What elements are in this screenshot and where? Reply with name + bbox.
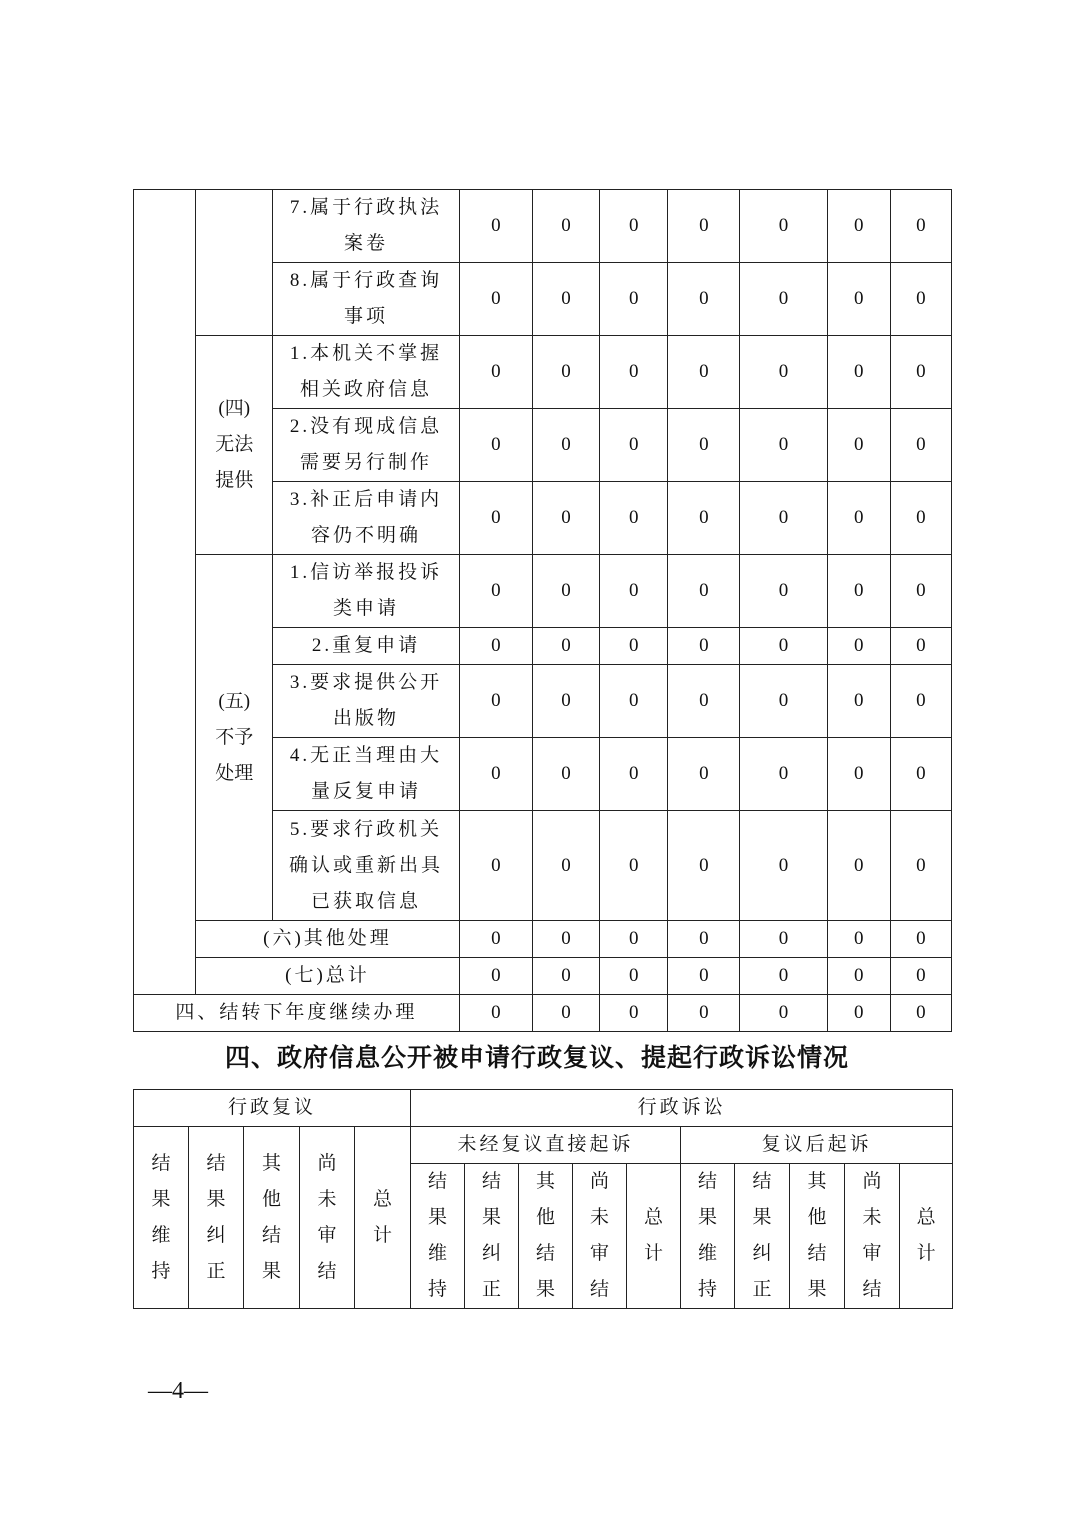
cell: 0	[827, 190, 890, 263]
cell: 0	[532, 921, 599, 958]
cell: 0	[827, 738, 890, 811]
cell: 0	[532, 628, 599, 665]
group-blank-cell	[196, 190, 273, 336]
row-label: 3.补正后申请内 容仍不明确	[273, 482, 459, 555]
section-title: 四、政府信息公开被申请行政复议、提起行政诉讼情况	[224, 1043, 849, 1072]
col-other-result: 其 他 结 果	[519, 1164, 573, 1309]
cell: 0	[827, 628, 890, 665]
row-label: 四、结转下年度继续办理	[134, 995, 460, 1032]
cell: 0	[740, 555, 827, 628]
row-label: 2.没有现成信息 需要另行制作	[273, 409, 459, 482]
cell: 0	[532, 811, 599, 921]
cell: 0	[668, 482, 740, 555]
cell: 0	[668, 921, 740, 958]
cell: 0	[600, 628, 668, 665]
col-other-result: 其 他 结 果	[244, 1127, 300, 1309]
cell: 0	[600, 190, 668, 263]
cell: 0	[600, 665, 668, 738]
col-pending: 尚 未 审 结	[300, 1127, 355, 1309]
row-label: 3.要求提供公开 出版物	[273, 665, 459, 738]
cell: 0	[740, 628, 827, 665]
cell: 0	[532, 190, 599, 263]
cell: 0	[740, 921, 827, 958]
col-result-corrected: 结 果 纠 正	[735, 1164, 790, 1309]
group-cannot-provide: (四) 无法 提供	[196, 336, 273, 555]
cell: 0	[532, 336, 599, 409]
cell: 0	[600, 811, 668, 921]
row-label: (六)其他处理	[196, 921, 460, 958]
header-admin-review: 行政复议	[134, 1090, 411, 1127]
cell: 0	[668, 190, 740, 263]
cell: 0	[532, 665, 599, 738]
cell: 0	[459, 336, 532, 409]
cell: 0	[459, 665, 532, 738]
cell: 0	[740, 738, 827, 811]
cell: 0	[740, 958, 827, 995]
cell: 0	[459, 190, 532, 263]
cell: 0	[668, 811, 740, 921]
cell: 0	[532, 263, 599, 336]
cell: 0	[740, 995, 827, 1032]
col-result-upheld: 结 果 维 持	[411, 1164, 465, 1309]
cell: 0	[890, 263, 951, 336]
cell: 0	[740, 263, 827, 336]
row-label: (七)总计	[196, 958, 460, 995]
cell: 0	[532, 555, 599, 628]
col-pending: 尚 未 审 结	[845, 1164, 900, 1309]
row-label: 5.要求行政机关 确认或重新出具 已获取信息	[273, 811, 459, 921]
header-suit-after-review: 复议后起诉	[681, 1127, 953, 1164]
cell: 0	[890, 336, 951, 409]
cell: 0	[459, 482, 532, 555]
cell: 0	[459, 738, 532, 811]
cell: 0	[600, 738, 668, 811]
review-litigation-table	[133, 1089, 953, 1309]
cell: 0	[740, 665, 827, 738]
row-label: 4.无正当理由大 量反复申请	[273, 738, 459, 811]
cell: 0	[890, 628, 951, 665]
cell: 0	[890, 665, 951, 738]
row-label: 7.属于行政执法 案卷	[273, 190, 459, 263]
cell: 0	[890, 995, 951, 1032]
cell: 0	[740, 409, 827, 482]
cell: 0	[827, 336, 890, 409]
cell: 0	[890, 738, 951, 811]
cell: 0	[668, 628, 740, 665]
cell: 0	[890, 921, 951, 958]
cell: 0	[459, 958, 532, 995]
col-total: 总 计	[627, 1164, 681, 1309]
cell: 0	[740, 336, 827, 409]
cell: 0	[459, 995, 532, 1032]
col-other-result: 其 他 结 果	[790, 1164, 845, 1309]
col-total: 总 计	[900, 1164, 953, 1309]
cell: 0	[827, 921, 890, 958]
cell: 0	[668, 336, 740, 409]
cell: 0	[890, 958, 951, 995]
row-label: 1.本机关不掌握 相关政府信息	[273, 336, 459, 409]
cell: 0	[532, 482, 599, 555]
cell: 0	[740, 482, 827, 555]
cell: 0	[600, 482, 668, 555]
cell: 0	[827, 263, 890, 336]
cell: 0	[890, 190, 951, 263]
cell: 0	[740, 190, 827, 263]
col-result-corrected: 结 果 纠 正	[189, 1127, 244, 1309]
group-not-processed: (五) 不予 处理	[196, 555, 273, 921]
col-result-upheld: 结 果 维 持	[134, 1127, 189, 1309]
cell: 0	[459, 811, 532, 921]
col-pending: 尚 未 审 结	[573, 1164, 627, 1309]
cell: 0	[532, 995, 599, 1032]
cell: 0	[600, 995, 668, 1032]
cell: 0	[827, 811, 890, 921]
cell: 0	[668, 958, 740, 995]
cell: 0	[668, 738, 740, 811]
cell: 0	[827, 409, 890, 482]
cell: 0	[600, 336, 668, 409]
col-total: 总 计	[355, 1127, 411, 1309]
outer-blank-cell	[134, 190, 196, 995]
cell: 0	[532, 409, 599, 482]
cell: 0	[459, 409, 532, 482]
row-label: 2.重复申请	[273, 628, 459, 665]
cell: 0	[459, 263, 532, 336]
header-direct-suit: 未经复议直接起诉	[411, 1127, 681, 1164]
header-admin-litigation: 行政诉讼	[411, 1090, 953, 1127]
cell: 0	[459, 921, 532, 958]
cell: 0	[890, 409, 951, 482]
cell: 0	[532, 738, 599, 811]
cell: 0	[600, 555, 668, 628]
cell: 0	[827, 958, 890, 995]
cell: 0	[827, 665, 890, 738]
cell: 0	[668, 995, 740, 1032]
cell: 0	[827, 555, 890, 628]
cell: 0	[668, 555, 740, 628]
col-result-upheld: 结 果 维 持	[681, 1164, 735, 1309]
cell: 0	[459, 555, 532, 628]
cell: 0	[890, 482, 951, 555]
cell: 0	[600, 409, 668, 482]
cell: 0	[827, 995, 890, 1032]
cell: 0	[890, 555, 951, 628]
cell: 0	[668, 665, 740, 738]
cell: 0	[600, 263, 668, 336]
page-number: —4—	[148, 1378, 208, 1404]
cell: 0	[890, 811, 951, 921]
cell: 0	[740, 811, 827, 921]
col-result-corrected: 结 果 纠 正	[465, 1164, 519, 1309]
cell: 0	[668, 409, 740, 482]
cell: 0	[459, 628, 532, 665]
cell: 0	[532, 958, 599, 995]
disposition-table	[133, 189, 952, 1032]
cell: 0	[668, 263, 740, 336]
cell: 0	[827, 482, 890, 555]
cell: 0	[600, 921, 668, 958]
row-label: 8.属于行政查询 事项	[273, 263, 459, 336]
row-label: 1.信访举报投诉 类申请	[273, 555, 459, 628]
cell: 0	[600, 958, 668, 995]
